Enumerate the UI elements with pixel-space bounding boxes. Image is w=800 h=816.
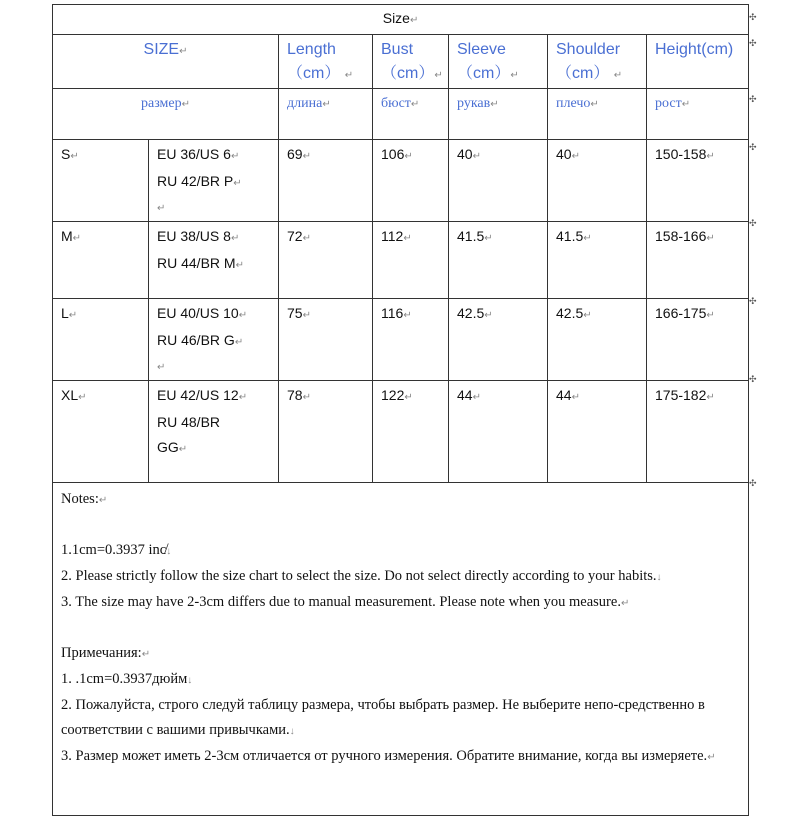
length-cell: 69↵ [279,140,373,222]
header-height: Height(cm) [647,35,749,89]
size-chart-table [52,4,749,816]
note-en-1: 1.1cm=0.3937 inc̸↓ [61,542,172,558]
row-end-marker: ✣ [749,374,757,384]
ru-header-sleeve: рукав↵ [449,89,548,140]
ru-header-size: размер↵ [53,89,279,140]
header-bust: Bust （cm）↵ [373,35,449,89]
shoulder-cell: 40↵ [548,140,647,222]
bust-cell: 112↵ [373,222,449,299]
notes-cell [53,483,749,816]
size-cell: M↵ [53,222,149,299]
row-end-markers [749,0,769,800]
row-end-marker: ✣ [749,296,757,306]
note-en-3: 3. The size may have 2-3cm differs due to manual measurement. Please note when you measure.↵ [61,594,630,610]
length-cell: 78↵ [279,381,373,483]
height-cell: 175-182↵ [647,381,749,483]
note-ru-2: 2. Пожалуйста, строго следуй таблицу размера, чтобы выбрать размер. Не выберите непо-средственно в соответствии с вашими привычками.↓ [61,697,705,738]
header-length: Length （cm） ↵ [279,35,373,89]
header-shoulder: Shoulder （cm） ↵ [548,35,647,89]
size-cell: L↵ [53,299,149,381]
row-end-marker: ✣ [749,218,757,228]
bust-cell: 122↵ [373,381,449,483]
russian-header-row [53,89,749,140]
sleeve-cell: 41.5↵ [449,222,548,299]
row-end-marker: ✣ [749,38,757,48]
size-cell: XL↵ [53,381,149,483]
height-cell: 158-166↵ [647,222,749,299]
header-size: SIZE↵ [53,35,279,89]
header-sleeve: Sleeve （cm）↵ [449,35,548,89]
size-chart-document [52,4,748,816]
note-en-2: 2. Please strictly follow the size chart to select the size. Do not select directly according to your habits.↓ [61,568,662,584]
length-cell: 75↵ [279,299,373,381]
table-row [53,140,749,222]
intl-size-cell: EU 40/US 10↵ RU 46/BR G↵ ↵ [149,299,279,381]
bust-cell: 106↵ [373,140,449,222]
ru-header-height: рост↵ [647,89,749,140]
sleeve-cell: 44↵ [449,381,548,483]
intl-size-cell: EU 36/US 6↵ RU 42/BR P↵ ↵ [149,140,279,222]
note-ru-1: 1. .1cm=0.3937дюйм↓ [61,671,193,687]
height-cell: 166-175↵ [647,299,749,381]
shoulder-cell: 42.5↵ [548,299,647,381]
sleeve-cell: 40↵ [449,140,548,222]
bust-cell: 116↵ [373,299,449,381]
notes-ru-title: Примечания:↵ [61,645,151,661]
size-cell: S↵ [53,140,149,222]
ru-header-shoulder: плечо↵ [548,89,647,140]
table-title: Size↵ [53,5,749,35]
table-row [53,299,749,381]
note-ru-3: 3. Размер может иметь 2-3см отличается от ручного измерения. Обратите внимание, когда вы измеряете.↵ [61,748,716,764]
table-row [53,222,749,299]
shoulder-cell: 41.5↵ [548,222,647,299]
sleeve-cell: 42.5↵ [449,299,548,381]
header-row [53,35,749,89]
row-end-marker: ✣ [749,142,757,152]
intl-size-cell: EU 38/US 8↵ RU 44/BR M↵ [149,222,279,299]
intl-size-cell: EU 42/US 12↵ RU 48/BR GG↵ [149,381,279,483]
height-cell: 150-158↵ [647,140,749,222]
ru-header-length: длина↵ [279,89,373,140]
row-end-marker: ✣ [749,12,757,22]
notes-title: Notes:↵ [61,491,108,507]
table-row [53,381,749,483]
row-end-marker: ✣ [749,478,757,488]
shoulder-cell: 44↵ [548,381,647,483]
row-end-marker: ✣ [749,94,757,104]
notes-row [53,483,749,816]
length-cell: 72↵ [279,222,373,299]
ru-header-bust: бюст↵ [373,89,449,140]
